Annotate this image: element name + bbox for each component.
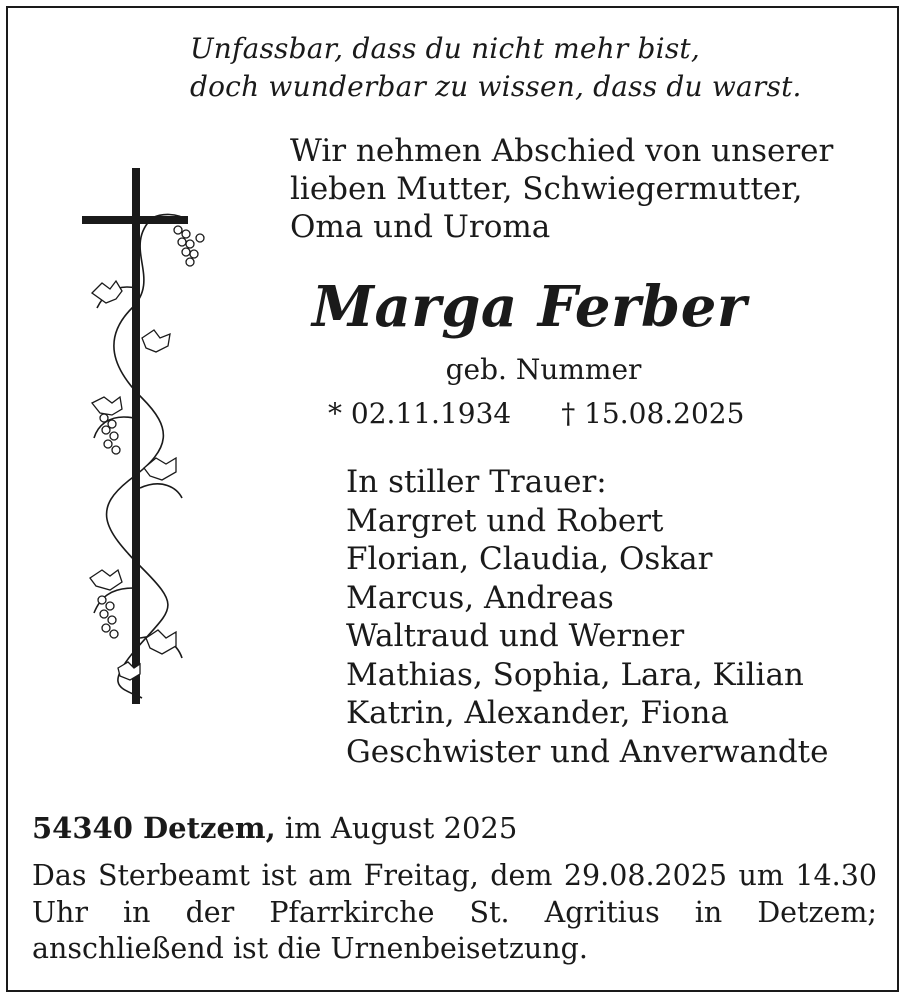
place-and-date — [32, 810, 517, 846]
quote-line-2: doch wunderbar zu wissen, dass du warst. — [190, 70, 802, 103]
life-dates — [328, 396, 744, 432]
mourner-line: Geschwister und Anverwandte — [346, 733, 829, 770]
issue-date: im August 2025 — [275, 811, 518, 845]
mourners-list — [346, 463, 828, 771]
mourner-line: Margret und Robert — [346, 502, 664, 539]
mourner-line: Marcus, Andreas — [346, 579, 614, 616]
intro-line-2: lieben Mutter, Schwiegermutter, — [290, 171, 803, 207]
location: 54340 Detzem, — [32, 811, 276, 845]
farewell-intro — [290, 132, 833, 246]
mourners-heading: In stiller Trauer: — [346, 464, 607, 500]
mourner-line: Florian, Claudia, Oskar — [346, 541, 713, 577]
intro-line-3: Oma und Uroma — [290, 209, 551, 245]
death-date: † 15.08.2025 — [561, 397, 745, 430]
mourner-line: Katrin, Alexander, Fiona — [346, 695, 729, 731]
quote-line-1: Unfassbar, dass du nicht mehr bist, — [190, 32, 700, 65]
mourner-line: Waltraud und Werner — [346, 618, 685, 654]
intro-line-1: Wir nehmen Abschied von unserer — [290, 133, 834, 169]
birth-date: * 02.11.1934 — [328, 397, 512, 430]
mourner-line: Mathias, Sophia, Lara, Kilian — [346, 656, 804, 693]
memorial-quote — [190, 30, 802, 106]
funeral-notice: Das Sterbeamt ist am Freitag, dem 29.08.2025 um 14.30 Uhr in der Pfarrkirche St. Agritius in Detzem; anschließend ist die Urnenbeisetzung. — [32, 859, 877, 965]
maiden-name: geb. Nummer — [445, 353, 642, 386]
deceased-name: Marga Ferber — [312, 274, 747, 340]
cross-with-vine-icon — [82, 168, 212, 708]
